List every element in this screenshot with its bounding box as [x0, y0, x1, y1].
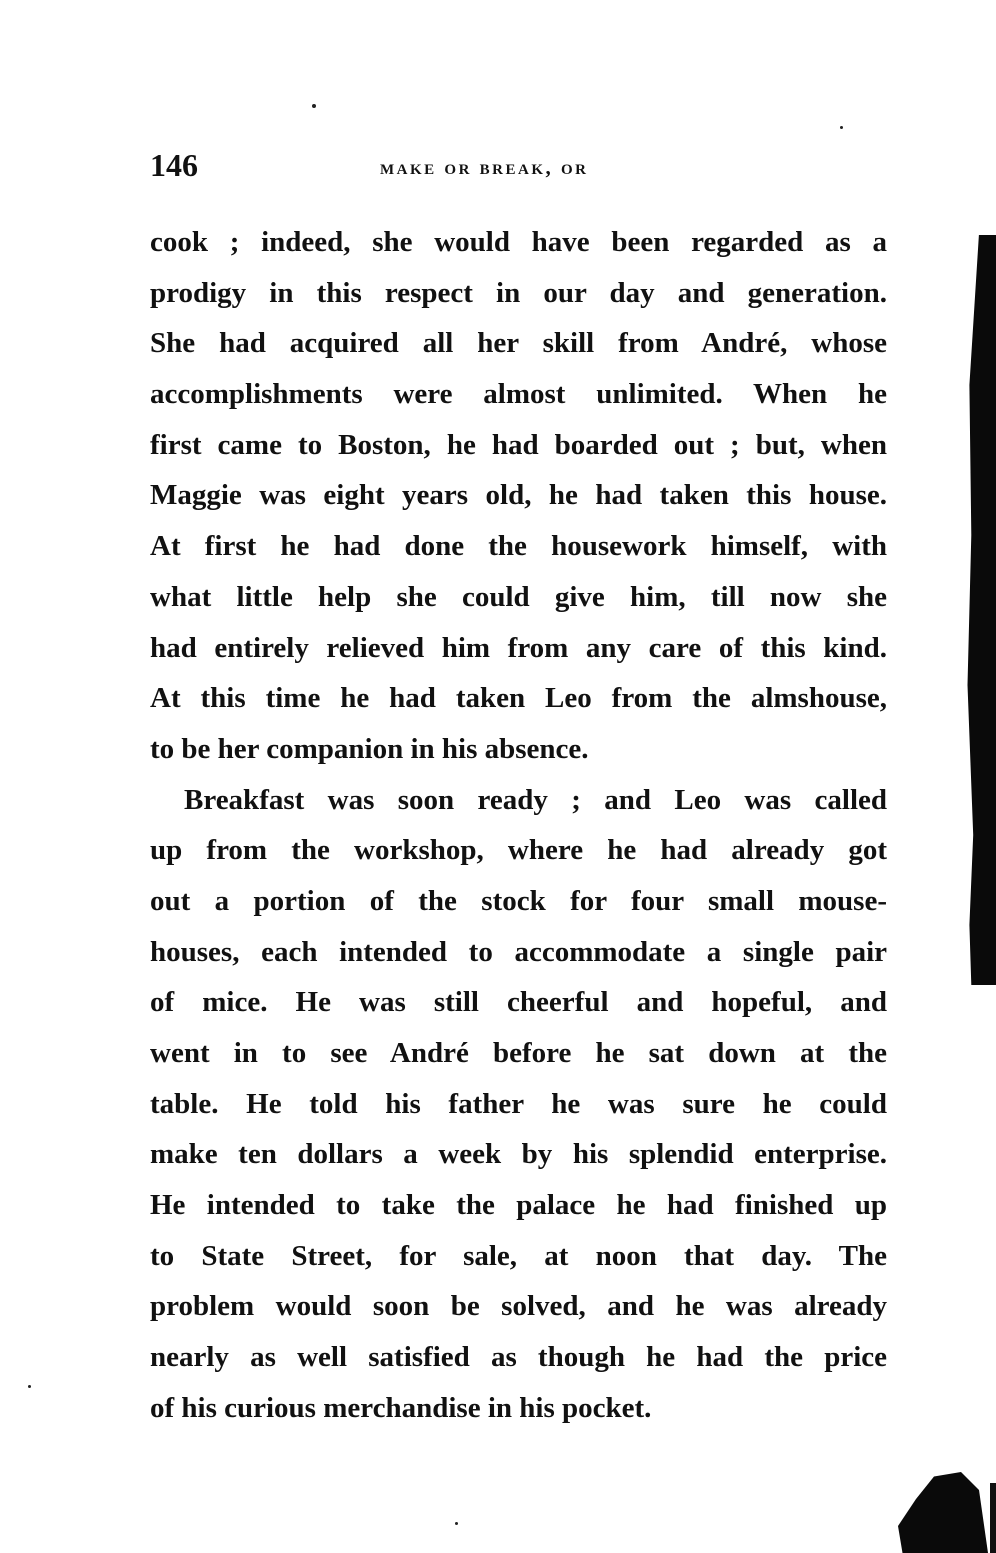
text-line: accomplishments were almost unlimited. When he — [150, 378, 887, 411]
scan-speck — [312, 104, 316, 108]
text-line: first came to Boston, he had boarded out ; but, when — [150, 428, 887, 461]
text-line: what little help she could give him, till now she — [150, 580, 887, 613]
text-line: He intended to take the palace he had finished up — [150, 1189, 887, 1222]
scan-speck — [28, 1385, 31, 1388]
scan-edge-bar — [990, 1483, 996, 1553]
text-line: houses, each intended to accommodate a single pair — [150, 935, 887, 968]
text-line: At first he had done the housework himself, with — [150, 530, 887, 563]
scan-binding-shadow — [958, 235, 996, 985]
text-line: prodigy in this respect in our day and generation. — [150, 276, 887, 309]
text-line-paragraph-end: of his curious merchandise in his pocket. — [150, 1391, 652, 1424]
body-text — [150, 217, 887, 1434]
text-line: make ten dollars a week by his splendid enterprise. — [150, 1138, 887, 1171]
scan-speck — [840, 126, 843, 129]
text-line: table. He told his father he was sure he could — [150, 1087, 887, 1120]
text-line: cook ; indeed, she would have been regarded as a — [150, 226, 887, 258]
text-line: problem would soon be solved, and he was already — [150, 1290, 887, 1323]
running-title: make or break, or — [380, 155, 589, 179]
text-line: to State Street, for sale, at noon that day. The — [150, 1239, 887, 1272]
page-number: 146 — [150, 147, 198, 183]
scan-corner-artifact — [898, 1463, 988, 1553]
text-line: of mice. He was still cheerful and hopeful, and — [150, 986, 887, 1019]
text-line: nearly as well satisfied as though he had the price — [150, 1341, 887, 1374]
text-line: She had acquired all her skill from André, whose — [150, 327, 887, 360]
text-line: up from the workshop, where he had already got — [150, 834, 887, 867]
text-line-paragraph-start: Breakfast was soon ready ; and Leo was called — [184, 783, 887, 816]
text-line: out a portion of the stock for four small mouse- — [150, 884, 887, 917]
text-line: Maggie was eight years old, he had taken this house. — [150, 479, 887, 512]
text-line: went in to see André before he sat down at the — [150, 1037, 887, 1069]
scan-speck — [455, 1522, 458, 1525]
text-line: had entirely relieved him from any care of this kind. — [150, 631, 887, 664]
running-head — [150, 145, 890, 185]
text-line: At this time he had taken Leo from the almshouse, — [150, 682, 887, 715]
text-line-paragraph-end: to be her companion in his absence. — [150, 732, 589, 765]
